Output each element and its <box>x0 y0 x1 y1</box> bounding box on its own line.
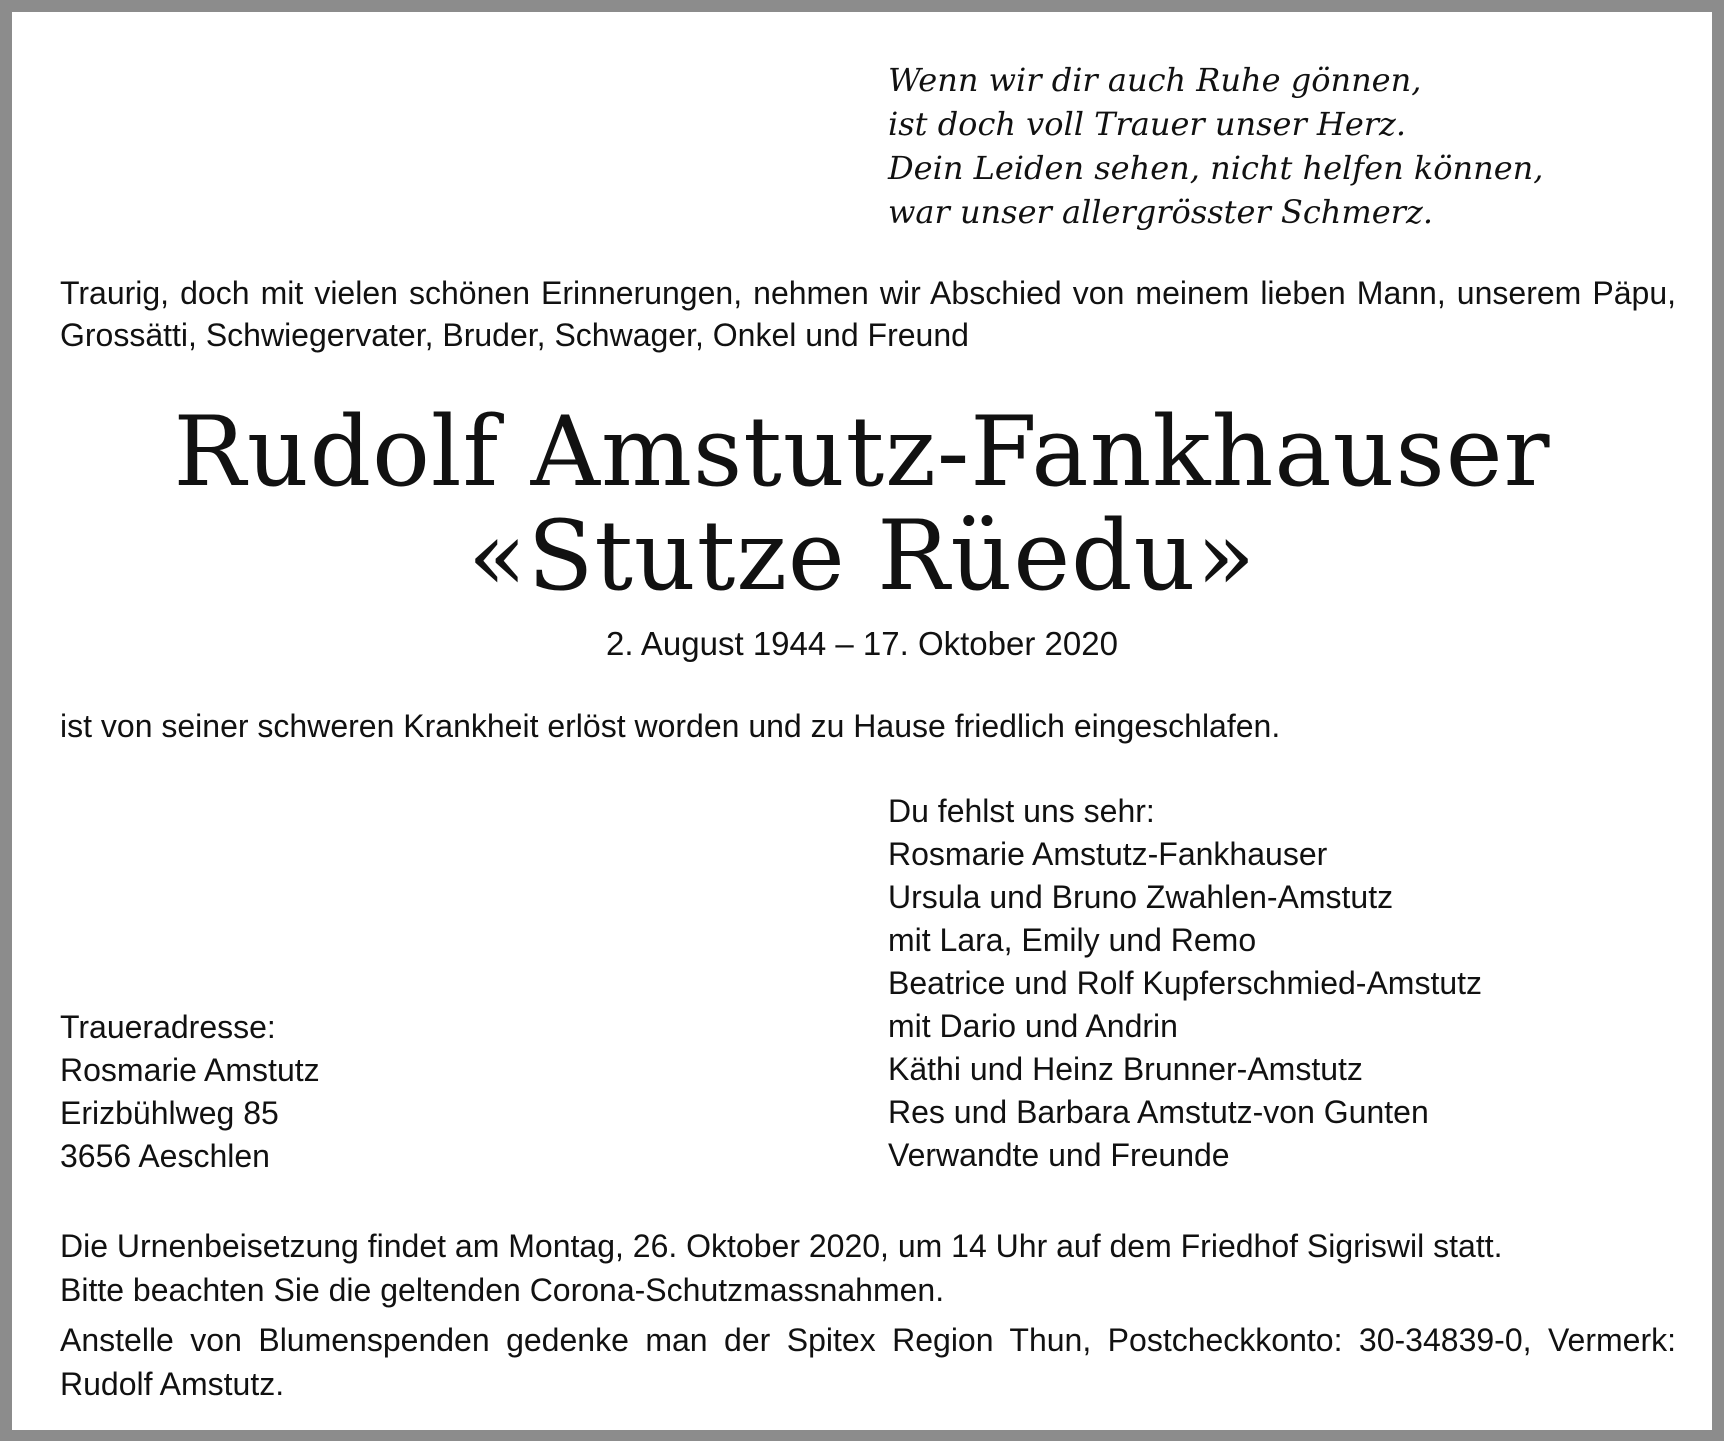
poem-line: Wenn wir dir auch Ruhe gönnen, <box>888 61 1422 99</box>
family-member: Rosmarie Amstutz-Fankhauser <box>888 836 1328 872</box>
poem-line: war unser allergrösster Schmerz. <box>888 193 1433 231</box>
family-member: Käthi und Heinz Brunner-Amstutz <box>888 1051 1363 1087</box>
address-name: Rosmarie Amstutz <box>60 1052 320 1088</box>
obituary-notice <box>12 12 1712 1430</box>
poem-line: Dein Leiden sehen, nicht helfen können, <box>888 149 1544 187</box>
passing-statement: ist von seiner schweren Krankheit erlöst worden und zu Hause friedlich eingeschlafen. <box>60 708 1281 744</box>
family-member: Verwandte und Freunde <box>888 1137 1230 1173</box>
family-member: mit Dario und Andrin <box>888 1008 1178 1044</box>
deceased-name-block <box>12 396 1712 612</box>
family-member: Beatrice und Rolf Kupferschmied-Amstutz <box>888 965 1483 1001</box>
family-heading: Du fehlst uns sehr: <box>888 793 1155 829</box>
life-dates: 2. August 1944 – 17. Oktober 2020 <box>606 625 1118 662</box>
family-list <box>888 790 1482 1177</box>
deceased-name: Rudolf Amstutz-Fankhauser <box>173 396 1551 508</box>
address-heading: Traueradresse: <box>60 1009 276 1045</box>
corona-notice: Bitte beachten Sie die geltenden Corona-Schutzmassnahmen. <box>60 1272 945 1308</box>
family-member: Ursula und Bruno Zwahlen-Amstutz <box>888 879 1394 915</box>
poem-line: ist doch voll Trauer unser Herz. <box>888 105 1407 143</box>
memorial-poem <box>888 58 1543 234</box>
intro-paragraph: Traurig, doch mit vielen schönen Erinnerungen, nehmen wir Abschied von meinem lieben Mann, unserem Päpu, Grossätti, Schwiegervater, Bruder, Schwager, Onkel und Freund <box>60 275 1676 353</box>
burial-details: Die Urnenbeisetzung findet am Montag, 26. Oktober 2020, um 14 Uhr auf dem Friedhof Sigriswil statt. <box>60 1228 1503 1264</box>
family-member: mit Lara, Emily und Remo <box>888 922 1257 958</box>
burial-notice <box>60 1224 1503 1312</box>
donation-notice: Anstelle von Blumenspenden gedenke man der Spitex Region Thun, Postcheckkonto: 30-34839-0, Vermerk: Rudolf Amstutz. <box>60 1322 1676 1402</box>
deceased-nickname: «Stutze Rüedu» <box>467 500 1257 612</box>
address-street: Erizbühlweg 85 <box>60 1095 279 1131</box>
address-city: 3656 Aeschlen <box>60 1138 270 1174</box>
family-member: Res und Barbara Amstutz-von Gunten <box>888 1094 1429 1130</box>
mourning-address <box>60 1006 320 1178</box>
